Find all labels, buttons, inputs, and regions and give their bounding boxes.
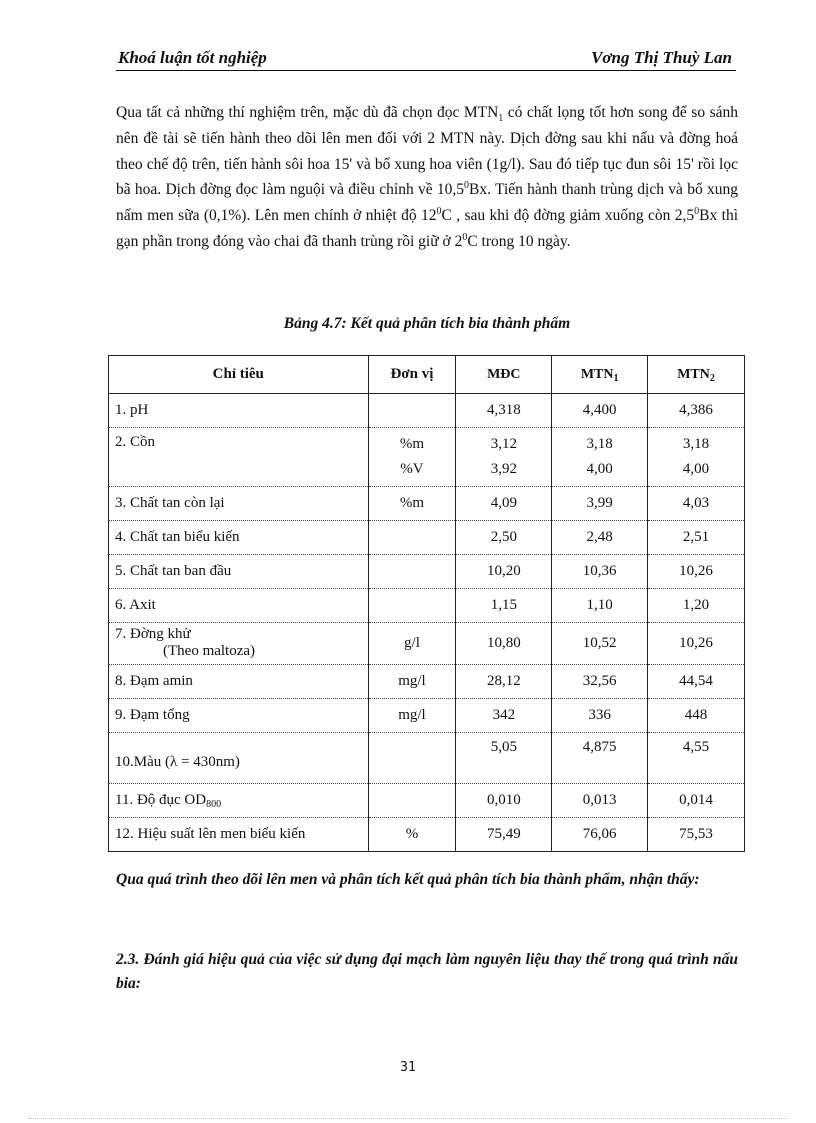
table-row (109, 555, 745, 589)
row-note: (Theo maltoza) (163, 643, 256, 659)
row-mtn1: 76,06 (552, 818, 648, 852)
row-mdc: 75,49 (456, 818, 552, 852)
para-sup: 0 (436, 206, 442, 218)
para-text: C , sau khi độ đờng giảm xuống còn 2,5 (441, 207, 695, 225)
row-mtn2: 0,014 (648, 784, 745, 818)
para-text: Bx thì gạn phần trong đóng vào chai đã thanh trùng rồi giữ ở 2 (116, 207, 738, 250)
row-mdc: 4,318 (456, 394, 552, 428)
row-name: 11. Độ đục $OD_{800}$ (109, 784, 369, 818)
para-sup: 0 (694, 206, 700, 218)
header-author-name: Vơng Thị Thuỳ Lan (591, 48, 732, 67)
row-mtn2: 2,51 (648, 521, 745, 555)
row-mtn1: 4,400 (552, 394, 648, 428)
row-mtn1: 10,52 (552, 623, 648, 665)
header-mtn2: $MTN_2$ (648, 356, 745, 394)
row-name: 2. Cồn (109, 428, 369, 487)
row-mtn2: 448 (648, 699, 745, 733)
table-row (109, 665, 745, 699)
row-mdc: 10,80 (456, 623, 552, 665)
header-mdc: MĐC (456, 356, 552, 394)
row-mtn1: 1,10 (552, 589, 648, 623)
results-table (108, 355, 745, 852)
row-mtn2: 1,20 (648, 589, 745, 623)
row-unit: mg/l (368, 699, 456, 733)
row-unit: % (368, 818, 456, 852)
row-unit (368, 784, 456, 818)
row-mdc: 2,50 (456, 521, 552, 555)
table-header-row (109, 356, 745, 394)
table-row (109, 818, 745, 852)
row-mtn1: 32,56 (552, 665, 648, 699)
table-row (109, 733, 745, 784)
row-mtn1: 3,18 4,00 (552, 428, 648, 487)
row-name: 5. Chất tan ban đầu (109, 555, 369, 589)
para-text: C trong 10 ngày. (467, 232, 571, 250)
para-text: Bx. Tiến hành thanh trùng dịch và bổ xung nấm men sữa (0,1%). Lên men chính ở nhiệt độ 12 (116, 181, 738, 225)
table-row (109, 487, 745, 521)
row-name: 7. Đờng khử (Theo maltoza) (109, 623, 369, 665)
section-heading: 2.3. Đánh giá hiệu quả của việc sử dụng đại mạch làm nguyên liệu thay thế trong quá trình nấu bia: (116, 951, 738, 992)
row-unit (368, 589, 456, 623)
header-indicator: Chỉ tiêu (109, 356, 369, 394)
page-header (116, 46, 736, 71)
row-unit (368, 394, 456, 428)
table-row (109, 394, 745, 428)
row-mtn2: 10,26 (648, 623, 745, 665)
row-name: 6. Axit (109, 589, 369, 623)
row-mdc: 1,15 (456, 589, 552, 623)
row-mdc: 4,09 (456, 487, 552, 521)
row-mtn1: 0,013 (552, 784, 648, 818)
header-unit: Đơn vị (368, 356, 456, 394)
row-mtn2: 3,18 4,00 (648, 428, 745, 487)
header-thesis-title: Khoá luận tốt nghiệp (118, 48, 267, 67)
header-mtn1: $MTN_1$ (552, 356, 648, 394)
row-name: 4. Chất tan biểu kiến (109, 521, 369, 555)
para-sub: 1 (498, 113, 504, 125)
row-mtn2: 4,386 (648, 394, 745, 428)
body-paragraph (116, 100, 738, 255)
row-mdc: 10,20 (456, 555, 552, 589)
table-caption: Bảng 4.7: Kết quả phân tích bia thành phẩm (283, 315, 571, 332)
row-mtn2: 10,26 (648, 555, 745, 589)
row-mtn2: 4,03 (648, 487, 745, 521)
row-mdc: 0,010 (456, 784, 552, 818)
row-name: 10.Màu (λ = 430nm) (109, 733, 369, 784)
para-sup: 0 (462, 231, 468, 243)
row-mtn2: 44,54 (648, 665, 745, 699)
row-mtn1: 4,875 (552, 733, 648, 784)
row-mdc: 3,12 3,92 (456, 428, 552, 487)
row-unit: g/l (368, 623, 456, 665)
table-row (109, 784, 745, 818)
row-unit: %m %V (368, 428, 456, 487)
table-row (109, 699, 745, 733)
row-mtn1: 336 (552, 699, 648, 733)
row-name: 1. pH (109, 394, 369, 428)
row-mtn1: 2,48 (552, 521, 648, 555)
table-row (109, 623, 745, 665)
row-unit (368, 555, 456, 589)
conclusion-paragraph: Qua quá trình theo dõi lên men và phân tích kết quả phân tích bia thành phẩm, nhận thấy: (116, 871, 700, 888)
row-mdc: 28,12 (456, 665, 552, 699)
row-name: 9. Đạm tổng (109, 699, 369, 733)
row-mtn1: 10,36 (552, 555, 648, 589)
row-mdc: 342 (456, 699, 552, 733)
row-unit (368, 733, 456, 784)
row-name: 3. Chất tan còn lại (109, 487, 369, 521)
row-mtn2: 75,53 (648, 818, 745, 852)
page-number: 31 (400, 1060, 416, 1075)
para-sup: 0 (464, 180, 470, 192)
row-mtn2: 4,55 (648, 733, 745, 784)
row-mtn1: 3,99 (552, 487, 648, 521)
para-text: Qua tất cả những thí nghiệm trên, mặc dù đã chọn đọc MTN (116, 104, 499, 121)
row-unit: mg/l (368, 665, 456, 699)
table-row (109, 521, 745, 555)
row-unit (368, 521, 456, 555)
para-text: có chất lọng tốt hơn song để so sánh nên đề tài sẽ tiến hành theo dõi lên men đối với 2 MTN này. Dịch đờng sau khi nấu và đờng hoá theo chế độ trên, tiến hành sôi hoa 15' và bổ xung hoa viên (1g/l). Sau đó tiếp tục đun sôi 15' rồi lọc bã hoa. Dịch đờng đọc làm nguội và điều chỉnh về 10,5 (116, 104, 739, 199)
table-row (109, 428, 745, 487)
page-bottom-divider (28, 1118, 788, 1119)
row-mdc: 5,05 (456, 733, 552, 784)
table-row (109, 589, 745, 623)
row-name: 12. Hiệu suất lên men biểu kiến (109, 818, 369, 852)
row-unit: %m (368, 487, 456, 521)
row-name: 8. Đạm amin (109, 665, 369, 699)
